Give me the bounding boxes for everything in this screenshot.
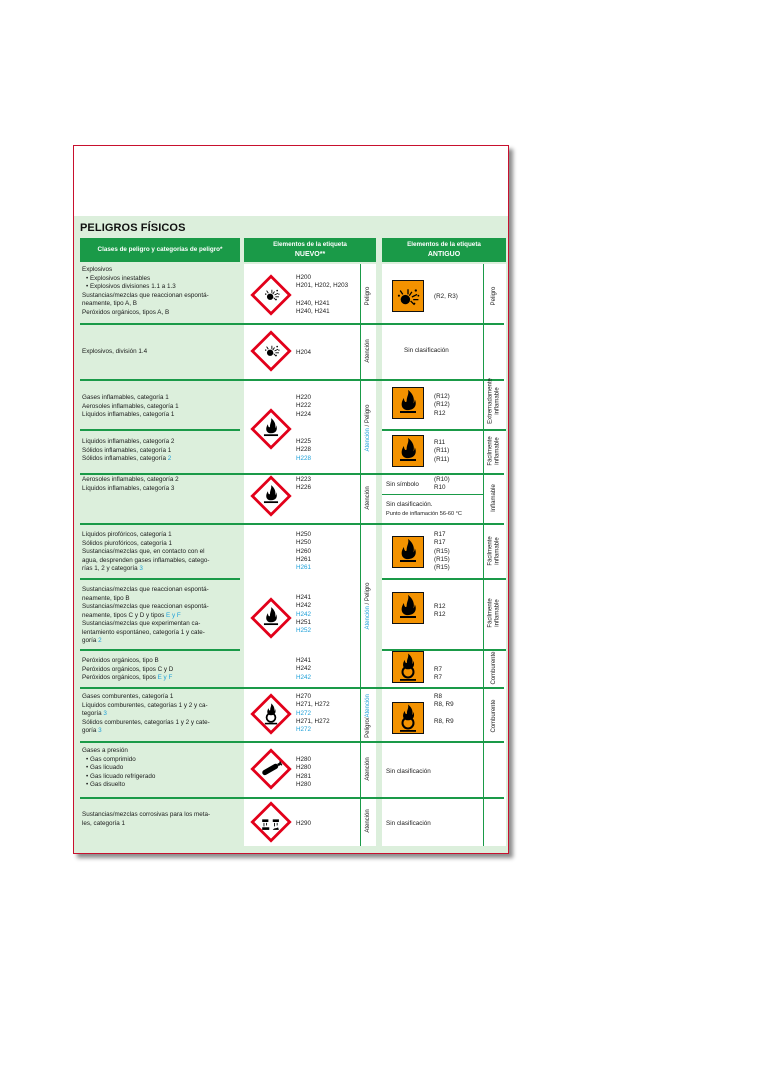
- row-separator: [382, 578, 506, 580]
- row11-old-text: Sin clasificación: [386, 820, 431, 827]
- row4-old-label: Fácilmente inflamable: [487, 436, 500, 466]
- row-separator: [382, 429, 506, 431]
- row-separator: [80, 649, 240, 651]
- header-classes: [80, 238, 240, 262]
- signal-divider: [360, 264, 361, 846]
- row7-classes: Sustancias/mezclas que reaccionan espontá- neamente, tipo B Sustancias/mezclas que reaccionan espontá- neamente, tipos C y D y tipos E y F Sustancias/mezclas que experimentan ca- lentamiento espontáneo, categoría 1 y cate- goría 2: [82, 586, 209, 644]
- row2-signal-word: Atención: [364, 339, 371, 363]
- header-new-line2: NUEVO**: [294, 250, 326, 258]
- row6-classes: Líquidos pirofóricos, categoría 1 Sólidos piurofóricos, categoría 1 Sustancias/mezclas que, en contacto con el agua, desprenden gases inflamables, catego- rías 1, 2 y categoría 3: [82, 531, 210, 572]
- corrosion-icon: [249, 800, 293, 844]
- document-page: [73, 145, 509, 854]
- row1-h-codes: H200 H201, H202, H203 H240, H241 H240, H241: [296, 274, 349, 315]
- row5-old-divider: [382, 494, 483, 495]
- row3-r-codes: (R12) (R12) R12: [434, 393, 450, 417]
- row3-classes: Gases inflamables, categoría 1 Aerosoles inflamables, categoría 1 Líquidos inflamables, categoría 1: [82, 394, 179, 418]
- row9-old-label: Comburente: [490, 699, 497, 733]
- row8-old-label: Comburente: [490, 651, 497, 685]
- header-old-line1: Elementos de la etiqueta: [407, 241, 481, 249]
- row5-old-label: Inflamable: [490, 484, 497, 512]
- row2-classes: Explosivos, división 1.4: [82, 348, 148, 355]
- header-classes-label: Clases de peligro y categorías de peligro*: [97, 245, 223, 253]
- row1-r-codes: (R2, R3): [434, 293, 458, 300]
- row10-classes: Gases a presión • Gas comprimido • Gas licuado • Gas licuado refrigerado • Gas disuelto: [82, 747, 156, 788]
- flame-icon: [249, 407, 293, 451]
- row6-old-label: Fácilmente inflamable: [487, 536, 500, 566]
- row11-h-codes: H290: [296, 820, 312, 827]
- row11-signal-word: Atención: [364, 809, 371, 833]
- exploding-bomb-icon: [249, 329, 293, 373]
- row7-old-label: Fácilmente inflamable: [487, 598, 500, 628]
- row5-punto-inflamacion: Punto de inflamación 56-60 °C: [386, 511, 462, 517]
- row2-old-text: Sin clasificación: [404, 347, 449, 354]
- row34-signal-word: Atención / Peligro: [364, 404, 371, 452]
- row-separator: [80, 429, 240, 431]
- row10-h-codes: H280 H280 H281 H280: [296, 756, 312, 788]
- row2-h-codes: H204: [296, 349, 312, 356]
- row4-classes: Líquidos inflamables, categoría 2 Sólidos inflamables, categoría 1 Sólidos inflamables, categoría 2: [82, 438, 175, 462]
- row-separator: [80, 741, 504, 743]
- row3-h-codes: H220 H222 H224: [296, 394, 312, 418]
- row3-old-label: Extremadamente inflamable: [487, 378, 500, 424]
- row-separator: [80, 523, 504, 525]
- row-separator: [80, 687, 504, 689]
- row6-h-codes: H250 H250 H260 H261 H261: [296, 531, 312, 572]
- row11-classes: Sustancias/mezclas corrosivas para los meta- les, categoría 1: [82, 811, 211, 827]
- row9-signal-word: Peligro/Atención: [364, 694, 371, 738]
- old-flame-icon: [392, 536, 424, 568]
- old-flame-icon: [392, 592, 424, 624]
- old-explosive-icon: [392, 280, 424, 312]
- row10-old-text: Sin clasificación: [386, 768, 431, 775]
- row5-h-codes: H223 H226: [296, 476, 312, 492]
- row5-sin-simbolo: Sin símbolo: [386, 481, 419, 488]
- header-old-line2: ANTIGUO: [427, 250, 461, 258]
- row4-r-codes: R11 (R11) (R11): [434, 439, 450, 463]
- row5-classes: Aerosoles inflamables, categoría 2 Líquidos inflamables, categoría 3: [82, 476, 179, 492]
- row10-signal-word: Atención: [364, 757, 371, 781]
- row5-sin-clasificacion: Sin clasificación.: [386, 501, 433, 508]
- row5-r-codes: (R10) R10: [434, 476, 450, 492]
- row9-r-codes: R8 R8, R9 R8, R9: [434, 693, 454, 725]
- row8-classes: Peróxidos orgánicos, tipo B Peróxidos orgánicos, tipos C y D Peróxidos orgánicos, tipos E y F: [82, 657, 174, 681]
- old-oxidizer-icon: [392, 702, 424, 734]
- row-separator: [80, 578, 240, 580]
- row9-classes: Gases comburentes, categoría 1 Líquidos comburentes, categorías 1 y 2 y ca- tegoría 3 Sólidos comburentes, categorías 1 y 2 y cate- goría 3: [82, 693, 210, 734]
- old-oxidizer-icon: [392, 651, 424, 683]
- row5-signal-word: Atención: [364, 486, 371, 510]
- row1-old-label: Peligro: [490, 286, 497, 306]
- row1-classes: Explosivos • Explosivos inestables • Explosivos divisiones 1.1 a 1.3 Sustancias/mezclas que reaccionan espontá- neamente, tipo A, B Peróxidos orgánicos, tipos A, B: [82, 266, 209, 316]
- flame-over-circle-icon: [249, 692, 293, 736]
- row7-h-codes: H241 H242 H242 H251 H252: [296, 594, 312, 635]
- row4-h-codes: H225 H228 H228: [296, 438, 312, 462]
- old-label-divider: [483, 264, 484, 846]
- section-title: PELIGROS FÍSICOS: [80, 222, 186, 234]
- flame-icon: [249, 474, 293, 518]
- header-old: [382, 238, 506, 262]
- header-new: [244, 238, 376, 262]
- row-separator: [80, 379, 504, 381]
- row-separator: [80, 797, 504, 799]
- flame-icon: [249, 596, 293, 640]
- exploding-bomb-icon: [249, 273, 293, 317]
- row8-h-codes: H241 H242 H242: [296, 657, 312, 681]
- row8-r-codes: R7 R7: [434, 666, 443, 682]
- gas-cylinder-icon: [249, 747, 293, 791]
- header-new-line1: Elementos de la etiqueta: [273, 241, 347, 249]
- row1-signal-word: Peligro: [364, 286, 371, 306]
- old-flame-icon: [392, 387, 424, 419]
- row-separator: [80, 323, 504, 325]
- old-flame-icon: [392, 435, 424, 467]
- row67-signal-word: Atención / Peligro: [364, 582, 371, 630]
- row6-r-codes: R17 R17 (R15) (R15) (R15): [434, 531, 450, 572]
- row7-r-codes: R12 R12: [434, 603, 446, 619]
- row9-h-codes: H270 H271, H272 H272 H271, H272 H272: [296, 693, 330, 734]
